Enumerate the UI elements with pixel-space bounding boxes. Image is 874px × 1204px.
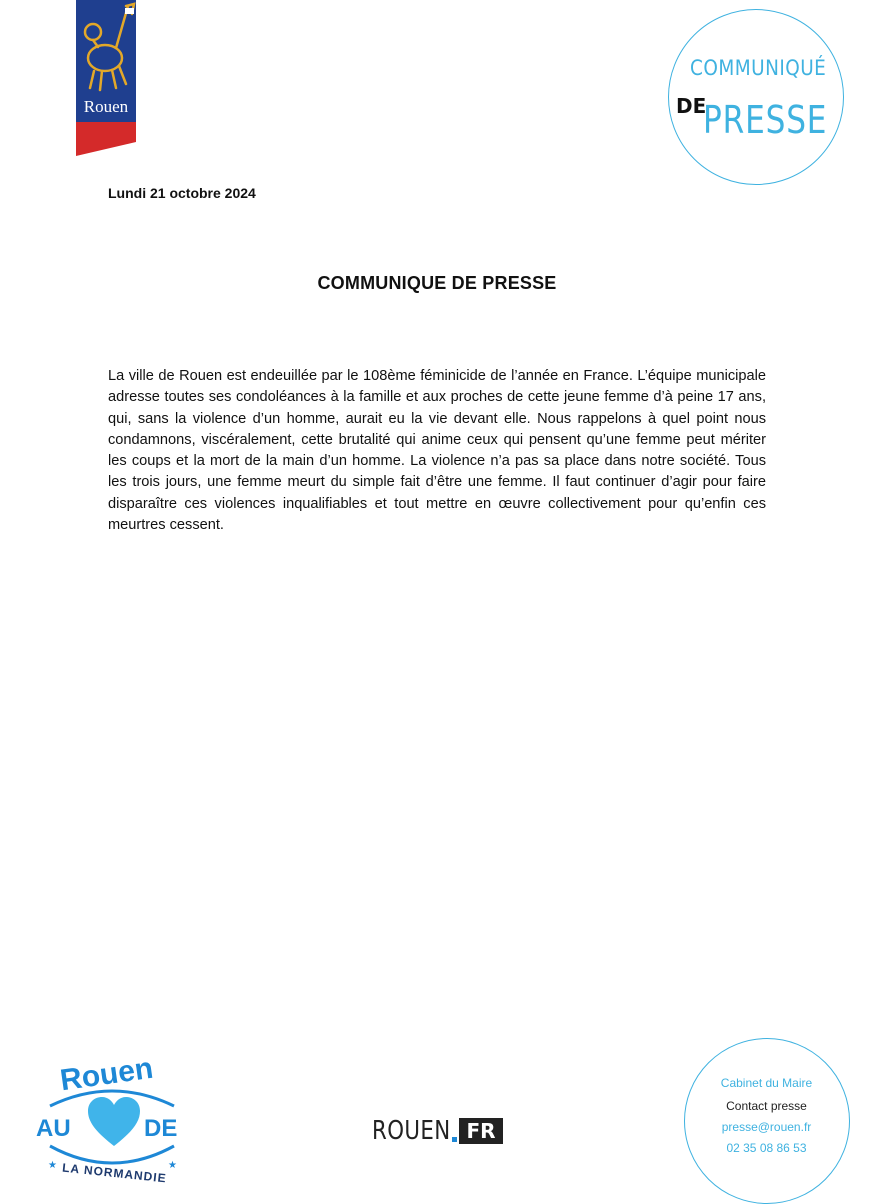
site-dot xyxy=(452,1137,457,1142)
badge-word-presse: PRESSE xyxy=(703,98,828,142)
contact-office: Cabinet du Maire xyxy=(720,1076,813,1090)
star-icon: ★ xyxy=(48,1160,57,1171)
rouen-crest-logo xyxy=(76,0,136,156)
badge-word-de: DE xyxy=(676,94,707,118)
site-name: ROUEN xyxy=(372,1116,451,1146)
site-tld: FR xyxy=(459,1118,503,1144)
star-icon: ★ xyxy=(168,1160,177,1171)
logo-word-rouen: Rouen xyxy=(58,1051,156,1098)
contact-email[interactable]: presse@rouen.fr xyxy=(721,1120,812,1134)
rouen-normandie-logo xyxy=(32,1051,192,1188)
logo-word-au: AU xyxy=(36,1115,71,1142)
press-release-badge xyxy=(668,9,844,185)
contact-badge xyxy=(684,1038,850,1204)
logo-word-de: DE xyxy=(144,1115,178,1142)
body-paragraph: La ville de Rouen est endeuillée par le 108ème féminicide de l’année en France. L’équipe municipale adresse toutes ses condoléances à la famille et aux proches de cette jeune femme d’à peine 17 ans, qui, sans la violence d’un homme, aurait eu la vie devant elle. Nous rappelons à quel point nous condamnons, viscéralement, cette brutalité qui anime ceux qui pensent qu’une femme peut mériter les coups et la mort de la main d’un homme. La violence n’a pas sa place dans notre société. Tous les trois jours, une femme meurt du simple fait d’être une femme. Il faut continuer d’agir pour faire disparaître ces violences inqualifiables et tout mettre en œuvre collectivement pour qu’enfin ces meurtres cessent. xyxy=(108,368,766,534)
contact-label: Contact presse xyxy=(726,1099,807,1113)
rouen-fr-logo xyxy=(372,1116,496,1146)
badge-word-communique: COMMUNIQUÉ xyxy=(690,56,827,80)
release-date: Lundi 21 octobre 2024 xyxy=(108,185,256,201)
page-title: COMMUNIQUE DE PRESSE xyxy=(317,273,557,293)
contact-phone[interactable]: 02 35 08 86 53 xyxy=(726,1141,807,1155)
logo-word-normandie: LA NORMANDIE xyxy=(61,1160,168,1186)
crest-label: Rouen xyxy=(83,97,129,116)
heart-icon xyxy=(86,1096,142,1148)
